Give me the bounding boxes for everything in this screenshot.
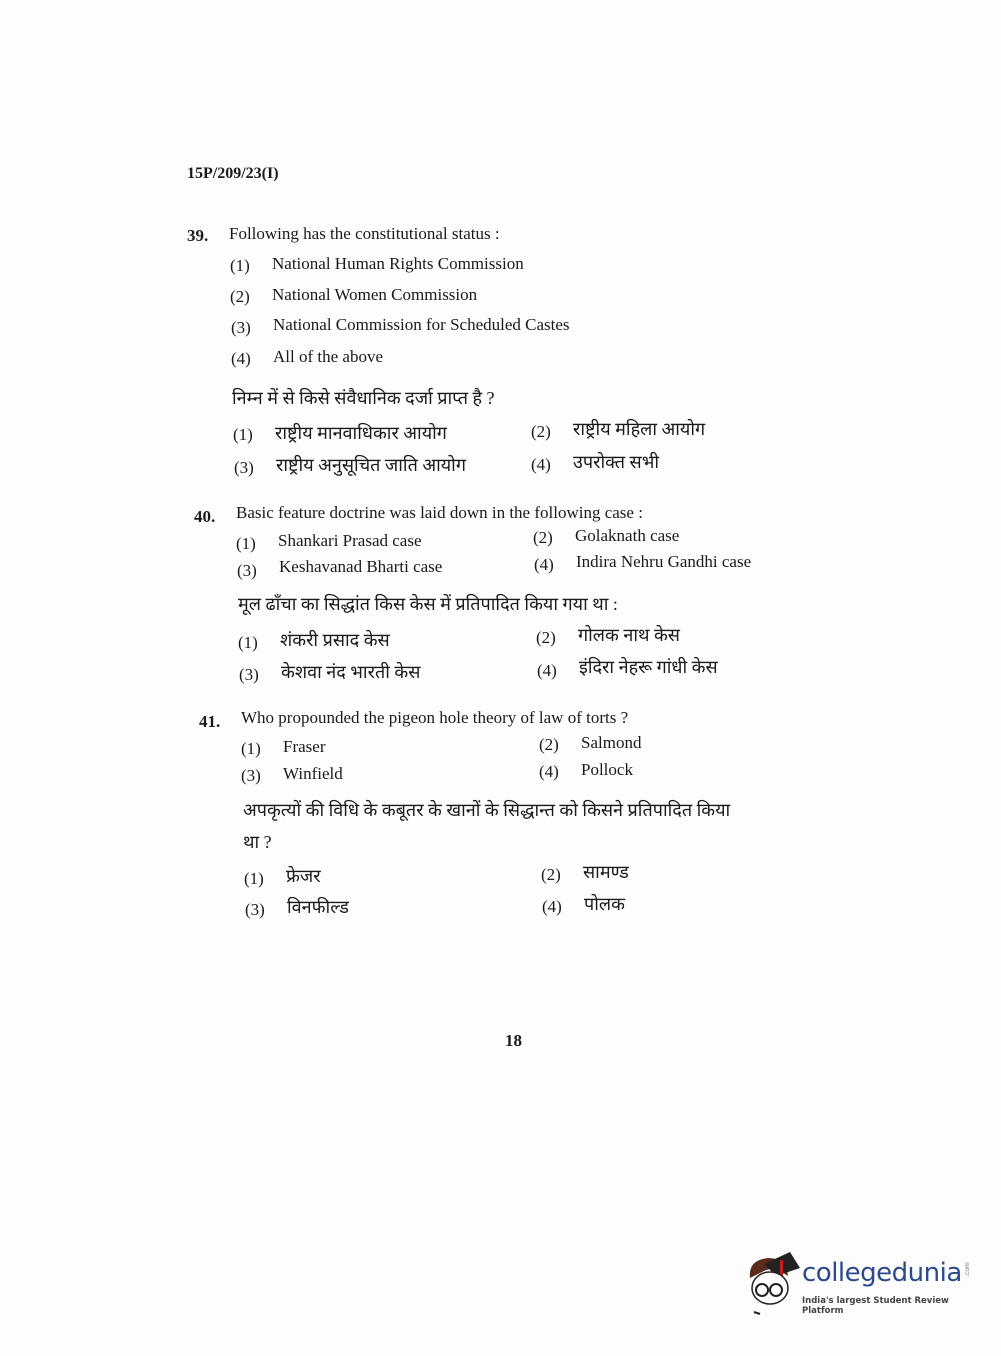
option-text: Indira Nehru Gandhi case — [576, 552, 752, 571]
option-number: (3) — [234, 458, 254, 477]
option-number: (2) — [536, 628, 556, 647]
option-text: Keshavanad Bharti case — [279, 557, 443, 576]
option-number: (2) — [531, 422, 551, 441]
option-number: (4) — [534, 555, 554, 574]
option-number: (3) — [231, 318, 251, 337]
hindi-question-text-cont: था ? — [243, 832, 272, 852]
option-text: Fraser — [283, 737, 326, 756]
brand-name: collegedunia — [802, 1258, 962, 1288]
option-number: (3) — [239, 665, 259, 684]
option-number: (3) — [245, 900, 265, 919]
question-number: 39. — [187, 226, 209, 245]
option-number: (2) — [539, 735, 559, 754]
option-text: National Women Commission — [272, 285, 478, 304]
mascot-icon — [742, 1250, 802, 1320]
question-number: 41. — [199, 712, 221, 731]
question-text: Basic feature doctrine was laid down in the following case : — [236, 503, 643, 522]
paper-code: 15P/209/23(I) — [187, 165, 279, 182]
option-text: केशवा नंद भारती केस — [281, 662, 421, 682]
option-text: इंदिरा नेहरू गांधी केस — [579, 657, 718, 677]
option-text: राष्ट्रीय मानवाधिकार आयोग — [275, 423, 447, 443]
option-text: शंकरी प्रसाद केस — [280, 630, 390, 650]
page-number: 18 — [505, 1031, 522, 1050]
option-number: (2) — [230, 287, 250, 306]
option-text: Shankari Prasad case — [278, 531, 422, 550]
hindi-question-text: निम्न में से किसे संवैधानिक दर्जा प्राप्त है ? — [232, 388, 495, 408]
hindi-question-text: मूल ढाँचा का सिद्धांत किस केस में प्रतिपादित किया गया था : — [238, 594, 618, 614]
option-text: National Commission for Scheduled Castes — [273, 315, 570, 334]
option-text: Golaknath case — [575, 526, 680, 545]
option-text: सामण्ड — [583, 862, 629, 882]
option-text: विनफील्ड — [287, 897, 349, 917]
option-number: (4) — [537, 661, 557, 680]
option-text: गोलक नाथ केस — [578, 625, 680, 645]
brand-tagline: India's largest Student Review Platform — [802, 1296, 949, 1316]
option-text: फ्रेजर — [286, 866, 321, 886]
option-text: राष्ट्रीय महिला आयोग — [573, 419, 706, 439]
option-text: Salmond — [581, 733, 642, 752]
option-text: उपरोक्त सभी — [573, 452, 660, 472]
brand-domain: .com — [963, 1262, 971, 1277]
option-text: National Human Rights Commission — [272, 254, 524, 273]
hindi-question-text: अपकृत्यों की विधि के कबूतर के खानों के सिद्धान्त को किसने प्रतिपादित किया — [243, 800, 731, 820]
option-number: (4) — [542, 897, 562, 916]
option-number: (2) — [533, 528, 553, 547]
option-number: (1) — [241, 739, 261, 758]
option-number: (1) — [233, 425, 253, 444]
question-number: 40. — [194, 507, 216, 526]
option-number: (4) — [539, 762, 559, 781]
option-text: राष्ट्रीय अनुसूचित जाति आयोग — [276, 455, 466, 475]
option-text: All of the above — [273, 347, 383, 366]
option-number: (1) — [230, 256, 250, 275]
question-text: Who propounded the pigeon hole theory of law of torts ? — [241, 708, 629, 727]
option-number: (4) — [231, 349, 251, 368]
option-text: Pollock — [581, 760, 633, 779]
option-text: Winfield — [283, 764, 343, 783]
collegedunia-watermark-logo — [742, 1250, 972, 1320]
option-number: (2) — [541, 865, 561, 884]
option-text: पोलक — [584, 894, 625, 914]
option-number: (3) — [237, 561, 257, 580]
option-number: (3) — [241, 766, 261, 785]
option-number: (1) — [236, 534, 256, 553]
option-number: (1) — [244, 869, 264, 888]
question-text: Following has the constitutional status : — [229, 224, 500, 243]
option-number: (4) — [531, 455, 551, 474]
option-number: (1) — [238, 633, 258, 652]
